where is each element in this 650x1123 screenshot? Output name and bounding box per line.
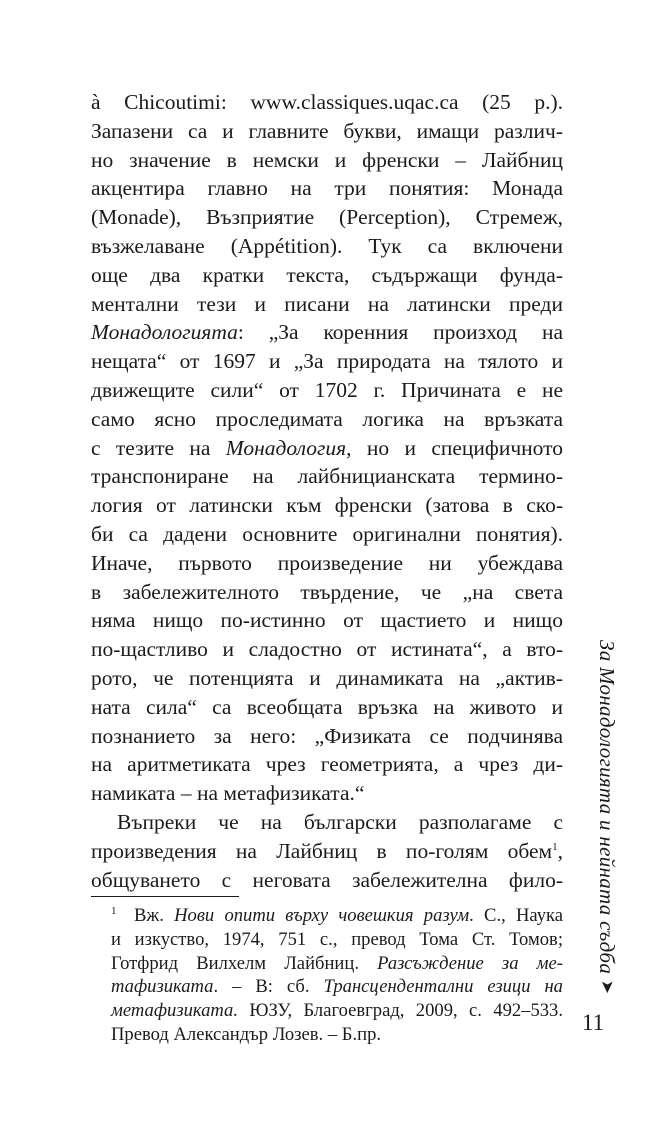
footnote-italic: метафизиката.	[111, 1000, 239, 1022]
text-line: Монадологията: „За коренния произход на	[91, 320, 563, 345]
paragraph-start-line: Въпреки че на български разполагаме с	[117, 809, 563, 834]
text-line: общуването с неговата забележителна фило-	[91, 867, 563, 892]
text-line: произведения на Лайбниц в по-голям обем$^1$,	[91, 838, 563, 863]
main-text	[91, 88, 563, 894]
page-number: 11	[582, 1010, 605, 1035]
footnote-italic: Трансцендентални езици на	[323, 976, 563, 998]
footnote	[111, 904, 563, 1047]
text-line: няма нищо по-истинно от щастието и нищо	[91, 608, 563, 633]
text-line: още два кратки текста, съдържащи фунда-	[91, 262, 563, 287]
text-line: акцентира главно на три понятия: Монада	[91, 176, 563, 201]
running-head-title: За Монадологията и нейната съдба	[595, 640, 619, 975]
text-line: по-щастливо и сладостно от истината“, а вто-	[91, 637, 563, 662]
footnote-number: 1	[111, 905, 117, 917]
text-line: възжелаване (Appétition). Тук са включени	[91, 233, 563, 258]
text-line: Запазени са и главните букви, имащи различ-	[91, 118, 563, 143]
text-line: само ясно проследимата логика на връзката	[91, 406, 563, 431]
text-line: би са дадени основните оригинални понятия).	[91, 521, 563, 546]
footnote-line: Готфрид Вилхелм Лайбниц. Разсъждение за ме-	[111, 952, 563, 974]
running-head	[594, 640, 619, 994]
text-line: познанието за него: „Физиката се подчинява	[91, 723, 563, 748]
text-line: движещите сили“ от 1702 г. Причината е не	[91, 377, 563, 402]
footnote-rule	[91, 896, 239, 897]
text-line: нещата“ от 1697 и „За природата на тялото и	[91, 349, 563, 374]
footnote-line: Превод Александър Лозев. – Б.пр.	[111, 1023, 382, 1045]
footnote-line: и изкуство, 1974, 751 с., превод Тома Ст. Томов;	[111, 928, 563, 950]
text-line: ментални тези и писани на латински преди	[91, 291, 563, 316]
text-line: но значение в немски и френски – Лайбниц	[91, 147, 563, 172]
text-line: (Monade), Възприятие (Perception), Стремеж,	[91, 205, 563, 230]
text-line: Иначе, първото произведение ни убеждава	[91, 550, 563, 575]
text-line: логия от латински към френски (затова в ско-	[91, 493, 563, 518]
text-line: транспониране на лайбницианската термино-	[91, 464, 563, 489]
footnote-italic: Разсъждение за ме-	[377, 952, 563, 974]
footnote-ref[interactable]: 1	[552, 840, 558, 853]
text-line: ната сила“ са всеобщата връзка на живото и	[91, 694, 563, 719]
arrow-icon: ➤	[598, 979, 617, 995]
footnote-italic: тафизиката	[111, 976, 214, 998]
text-line: в забележителното твърдение, че „на света	[91, 579, 563, 604]
text-line: на аритметиката чрез геометрията, а чрез ди-	[91, 752, 563, 777]
text-line: с тезите на Монадология, но и специфичното	[91, 435, 564, 460]
footnote-italic: Нови опити върху човешкия разум	[174, 905, 470, 926]
footnote-line: метафизиката. ЮЗУ, Благоевград, 2009, с. 492–533.	[111, 1000, 563, 1022]
book-title-italic: Монадология	[225, 435, 347, 460]
footnote-line: тафизиката. – В: сб. Трансцендентални езици на	[111, 976, 563, 998]
text-line: рото, че потенцията и динамиката на „актив-	[91, 665, 563, 690]
text-line: à Chicoutimi: www.classiques.uqac.ca (25 p.).	[91, 90, 563, 114]
footnote-line: Вж. Нови опити върху човешкия разум. С., Наука	[134, 905, 563, 926]
book-title-italic: Монадологията	[91, 320, 238, 345]
text-line: намиката – на метафизиката.“	[91, 781, 365, 806]
